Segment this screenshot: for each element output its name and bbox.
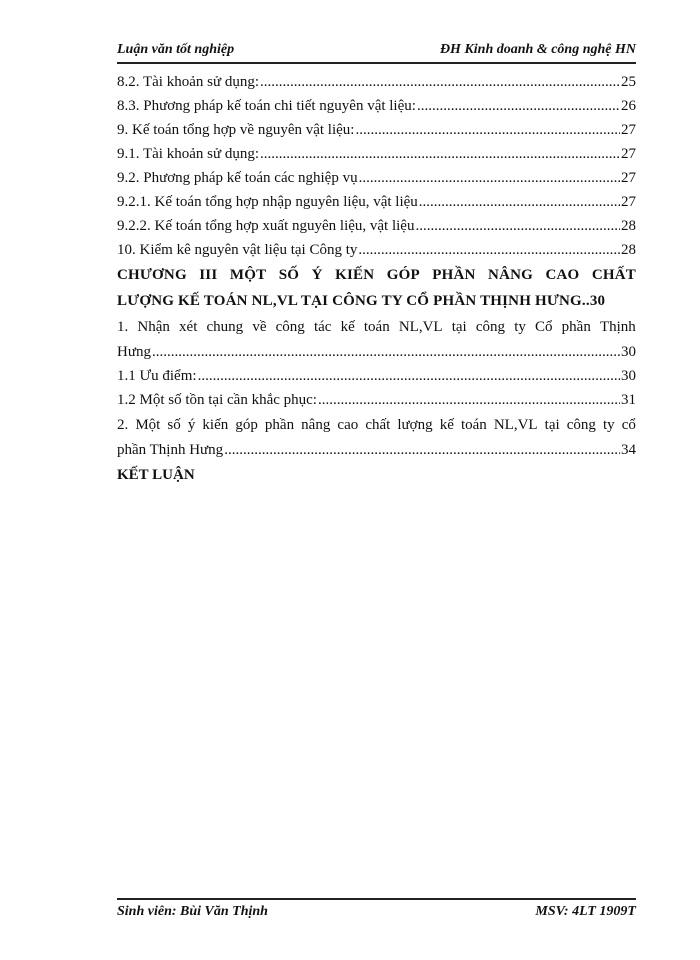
toc-entry-page: 27: [621, 170, 636, 186]
table-of-contents: [117, 70, 636, 488]
entry-word: lượng: [397, 417, 433, 433]
entry-word: Nhận: [137, 319, 170, 335]
heading-word: CAO: [545, 267, 580, 283]
toc-entry-title: 1.2 Một số tồn tại cần khắc phục:: [117, 392, 317, 408]
header-left: Luận văn tốt nghiệp: [117, 42, 235, 57]
chapter-heading-text: LƯỢNG KẾ TOÁN NL,VL TẠI CÔNG TY CỔ PHẦN THỊNH HƯNG..30: [117, 293, 606, 309]
toc-entry-page: 28: [621, 242, 636, 258]
toc-entry-title: 10. Kiểm kê nguyên vật liệu tại Công ty: [117, 242, 358, 258]
entry-word: phần: [561, 319, 591, 335]
entry-word: kế: [439, 417, 454, 433]
toc-leader-dots: [358, 238, 620, 262]
toc-entry-title: 9.2. Phương pháp kế toán các nghiệp vụ: [117, 170, 358, 186]
toc-entry-title: 1.1 Ưu điểm:: [117, 368, 197, 384]
entry-word: phần: [264, 417, 295, 433]
entry-word: Một: [135, 417, 161, 433]
toc-entry-page: 34: [621, 442, 636, 458]
toc-leader-dots: [152, 340, 620, 364]
entry-word: về: [252, 319, 267, 335]
toc-entry-wrapped-line1[interactable]: [117, 412, 636, 438]
heading-word: CHẤT: [591, 267, 636, 283]
entry-word: 1.: [117, 319, 129, 335]
entry-word: chất: [365, 417, 391, 433]
toc-entry-page: 27: [621, 146, 636, 162]
entry-word: toán: [363, 319, 390, 335]
entry-word: tại: [451, 319, 467, 335]
entry-word: công: [566, 417, 596, 433]
toc-leader-dots: [198, 364, 620, 388]
toc-leader-dots: [417, 94, 620, 118]
page-header: [117, 40, 636, 64]
heading-word: NÂNG: [488, 267, 533, 283]
entry-word: chung: [206, 319, 244, 335]
toc-entry[interactable]: [117, 70, 636, 94]
page-footer: [117, 898, 636, 922]
toc-leader-dots: [415, 214, 620, 238]
toc-entry[interactable]: [117, 190, 636, 214]
toc-entry-page: 31: [621, 392, 636, 408]
entry-word: Thịnh: [599, 319, 636, 335]
toc-entry-title: 8.3. Phương pháp kế toán chi tiết nguyên vật liệu:: [117, 98, 416, 114]
toc-leader-dots: [318, 388, 620, 412]
toc-entry[interactable]: [117, 166, 636, 190]
toc-entry-wrapped-line2[interactable]: [117, 340, 636, 364]
entry-word: số: [167, 417, 181, 433]
toc-entry-wrapped-line2[interactable]: [117, 438, 636, 462]
toc-entry-page: 27: [621, 122, 636, 138]
heading-word: III: [199, 267, 218, 283]
toc-entry-page: 26: [621, 98, 636, 114]
toc-entry-title: 9.1. Tài khoản sử dụng:: [117, 146, 260, 162]
heading-word: MỘT: [229, 267, 267, 283]
entry-word: NL,VL: [493, 417, 538, 433]
entry-word: tác: [313, 319, 332, 335]
toc-leader-dots: [419, 190, 620, 214]
entry-word: kiến: [202, 417, 229, 433]
entry-word: 2.: [117, 417, 129, 433]
toc-entry-page: 25: [621, 74, 636, 90]
entry-word: công: [475, 319, 506, 335]
heading-word: PHẦN: [432, 267, 476, 283]
footer-student: Sinh viên: Bùi Văn Thịnh: [117, 904, 268, 919]
toc-entry-title: 9.2.1. Kế toán tổng hợp nhập nguyên liệu, vật liệu: [117, 194, 418, 210]
toc-leader-dots: [224, 438, 620, 462]
toc-entry-wrapped-line1[interactable]: [117, 314, 636, 340]
chapter-heading-line2[interactable]: [117, 288, 636, 314]
entry-word: xét: [179, 319, 198, 335]
toc-entry-page: 27: [621, 194, 636, 210]
entry-word: cổ: [621, 417, 636, 433]
heading-word: CHƯƠNG: [117, 267, 187, 283]
toc-entry-title: 9. Kế toán tổng hợp về nguyên vật liệu:: [117, 122, 355, 138]
entry-word: công: [275, 319, 305, 335]
entry-word: ty: [514, 319, 526, 335]
toc-leader-dots: [260, 142, 620, 166]
chapter-heading-line1[interactable]: [117, 262, 636, 288]
entry-word: Cổ: [535, 319, 553, 335]
toc-entry-page: 28: [621, 218, 636, 234]
heading-word: KIẾN: [335, 267, 375, 283]
entry-word: NL,VL: [398, 319, 443, 335]
entry-word: ty: [603, 417, 615, 433]
entry-word: ý: [187, 417, 196, 433]
heading-word: SỐ: [278, 267, 300, 283]
toc-leader-dots: [359, 166, 620, 190]
header-right: ĐH Kinh doanh & công nghệ HN: [439, 42, 636, 57]
heading-word: GÓP: [386, 267, 420, 283]
toc-entry[interactable]: [117, 238, 636, 262]
toc-entry-title: phần Thịnh Hưng: [117, 442, 224, 458]
toc-entry[interactable]: [117, 388, 636, 412]
footer-student-id: MSV: 4LT 1909T: [535, 904, 636, 919]
toc-entry[interactable]: [117, 214, 636, 238]
entry-word: nâng: [301, 417, 331, 433]
entry-word: góp: [235, 417, 258, 433]
entry-word: toán: [460, 417, 487, 433]
entry-word: cao: [337, 417, 359, 433]
toc-leader-dots: [355, 118, 620, 142]
heading-word: Ý: [311, 267, 323, 283]
toc-entry-page: 30: [621, 344, 636, 360]
toc-entry-page: 30: [621, 368, 636, 384]
toc-entry-title: 9.2.2. Kế toán tổng hợp xuất nguyên liệu, vật liệu: [117, 218, 415, 234]
conclusion-heading[interactable]: KẾT LUẬN: [117, 467, 195, 483]
toc-entry-title: 8.2. Tài khoản sử dụng:: [117, 74, 260, 90]
toc-entry[interactable]: [117, 364, 636, 388]
toc-entry[interactable]: [117, 94, 636, 118]
toc-entry[interactable]: [117, 118, 636, 142]
entry-word: kế: [340, 319, 355, 335]
entry-word: tại: [544, 417, 560, 433]
toc-entry-title: Hưng: [117, 344, 151, 360]
toc-entry[interactable]: [117, 142, 636, 166]
toc-leader-dots: [260, 70, 620, 94]
